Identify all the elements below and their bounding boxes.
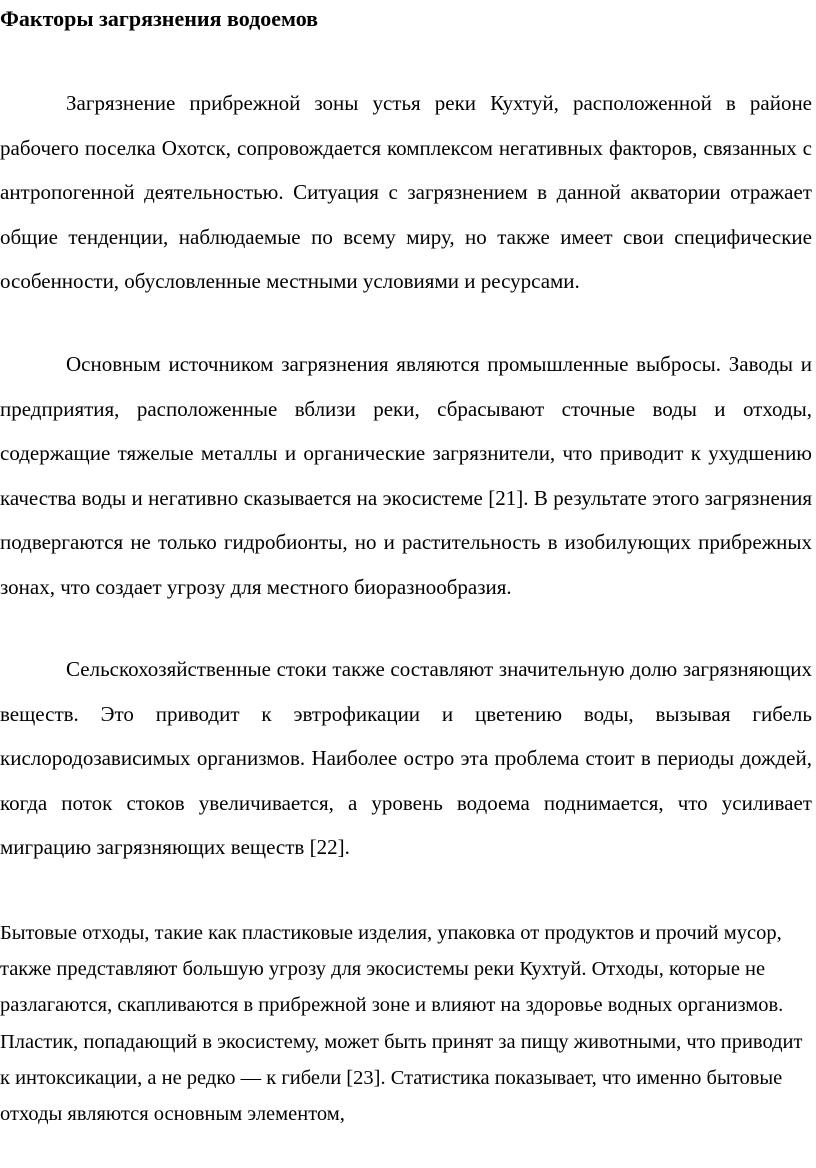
paragraph-industrial-emissions: Основным источником загрязнения являются промышленные выбросы. Заводы и предприятия, расположенные вблизи реки, сбрасывают сточные воды и отходы, содержащие тяжелые металлы и органические загрязнители, что приводит к ухудшению качества воды и негативно сказывается на экосистеме [21]. В результате этого загрязнения подвергаются не только гидробионты, но и растительность в изобилующих прибрежных зонах, что создает угрозу для местного биоразнообразия. (0, 352, 812, 599)
paragraph-household-waste: Бытовые отходы, такие как пластиковые изделия, упаковка от продуктов и прочий мусор, также представляют большую угрозу для экосистемы реки Кухтуй. Отходы, которые не разлагаются, скапливаются в прибрежной зоне и влияют на здоровье водных организмов. Пластик, попадающий в экосистему, может быть принят за пищу животными, что приводит к интоксикации, а не редко — к гибели [23]. Статистика показывает, что именно бытовые отходы являются основным элементом, (0, 922, 803, 1126)
page-title: Факторы загрязнения водоемов (0, 6, 319, 31)
paragraph-agricultural-runoff: Сельскохозяйственные стоки также составляют значительную долю загрязняющих веществ. Это приводит к эвтрофикации и цветению воды, вызывая гибель кислородозависимых организмов. Наиболее остро эта проблема стоит в периоды дождей, когда поток стоков увеличивается, а уровень водоема поднимается, что усиливает миграцию загрязняющих веществ [22]. (0, 657, 812, 859)
paragraph-industrial-context: Загрязнение прибрежной зоны устья реки Кухтуй, расположенной в районе рабочего поселка Охотск, сопровождается комплексом негативных факторов, связанных с антропогенной деятельностью. Ситуация с загрязнением в данной акватории отражает общие тенденции, наблюдаемые по всему миру, но также имеет свои специфические особенности, обусловленные местными условиями и ресурсами. (0, 91, 812, 293)
